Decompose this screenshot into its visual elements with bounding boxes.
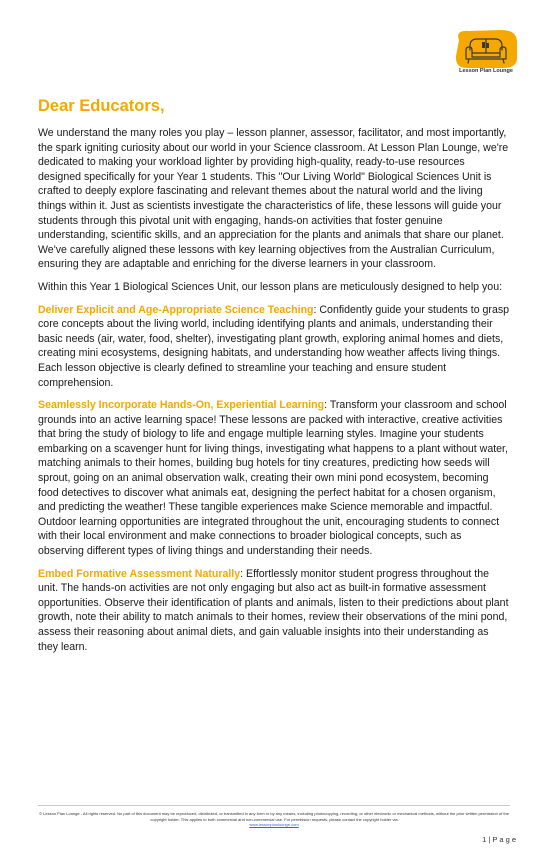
deliver-paragraph [38,303,510,391]
page-number: 1 | P a g e [482,835,516,844]
footer-divider [38,805,510,806]
handson-text: : Transform your classroom and school grounds into an active learning space! These lessons are packed with interactive, creative activities that bring the study of biology to life and engage multiple learning styles. Imagine your students embarking on a scavenger hunt for living things, investigating what happens to a plant without water, matching animals to their homes, building bug hotels for tiny creatures, predicting how seeds will sprout, going on an animal observation walk, creating their own mini pond ecosystem, becoming food detectives to discover what animals eat, designing the perfect habitat for a chosen organism, and predicting the weather! These tangible experiences make Science memorable and impactful. Outdoor learning opportunities are integrated throughout the unit, encouraging students to connect with their local environment and make connections to broader biological concepts, such as observing different types of living things and understanding their needs. [38,399,508,558]
copyright-footer [38,811,510,828]
greeting-heading: Dear Educators, [38,97,165,115]
deliver-text: : Confidently guide your students to grasp core concepts about the living world, including identifying plants and animals, understanding their basic needs (air, water, food, shelter), investigating plant growth, exploring animal homes and diets, creating mini ecosystems, designing habitats, and understanding how weather affects living things. Each lesson objective is clearly defined to streamline your teaching and ensure student comprehension. [38,303,510,389]
embed-paragraph [38,567,510,655]
copyright-text: © Lesson Plan Lounge - All rights reserved. No part of this document may be reproduced, distributed, or transmitted in any form or by any means, including photocopying, recording, or other electronic or mechanical methods, without the prior written permission of the copyright holder. This applies to both commercial and non-commercial use. For permission requests, please contact the copyright holder via [39,811,509,822]
brand-name: Lesson Plan Lounge [459,68,513,74]
website-link[interactable]: www.lessonplanlounge.com [249,822,299,827]
handson-heading: Seamlessly Incorporate Hands-On, Experiential Learning [38,399,325,412]
brand-logo [451,28,521,78]
embed-text: : Effortlessly monitor student progress throughout the unit. The hands-on activities are not only engaging but also act as built-in formative assessment opportunities. Observe their identification of plants and animals, listen to their predictions about plant growth, note their ability to match animals to their homes, review their observations of the mini pond, assess their reasoning about animal diets, and gain valuable insights into their understanding as they learn. [38,567,509,653]
sofa-logo-icon [451,28,521,70]
handson-paragraph [38,398,510,559]
embed-heading: Embed Formative Assessment Naturally [38,567,241,580]
within-paragraph: Within this Year 1 Biological Sciences Unit, our lesson plans are meticulously designed to help you: [38,280,503,293]
deliver-heading: Deliver Explicit and Age-Appropriate Science Teaching [38,303,314,316]
intro-paragraph: We understand the many roles you play – lesson planner, assessor, facilitator, and most importantly, the spark igniting curiosity about our world in your Science classroom. At Lesson Plan Lounge, we're dedicated to making your workload lighter by providing high-quality, ready-to-use resources designed specifically for your Year 1 students. This "Our Living World" Biological Sciences Unit is crafted to deeply explore fascinating and relevant themes about the natural world and the living things within it. Just as scientists investigate the characteristics of life, these lessons will guide your students through this pivotal unit with engaging, hands-on activities that foster genuine understanding, scientific skills, and an appreciation for the plants and animals that share our planet. We've carefully aligned these lessons with key learning objectives from the Australian Curriculum, ensuring they are adaptable and enriching for the diverse learners in your classroom. [38,127,509,271]
letter-body [38,97,510,662]
